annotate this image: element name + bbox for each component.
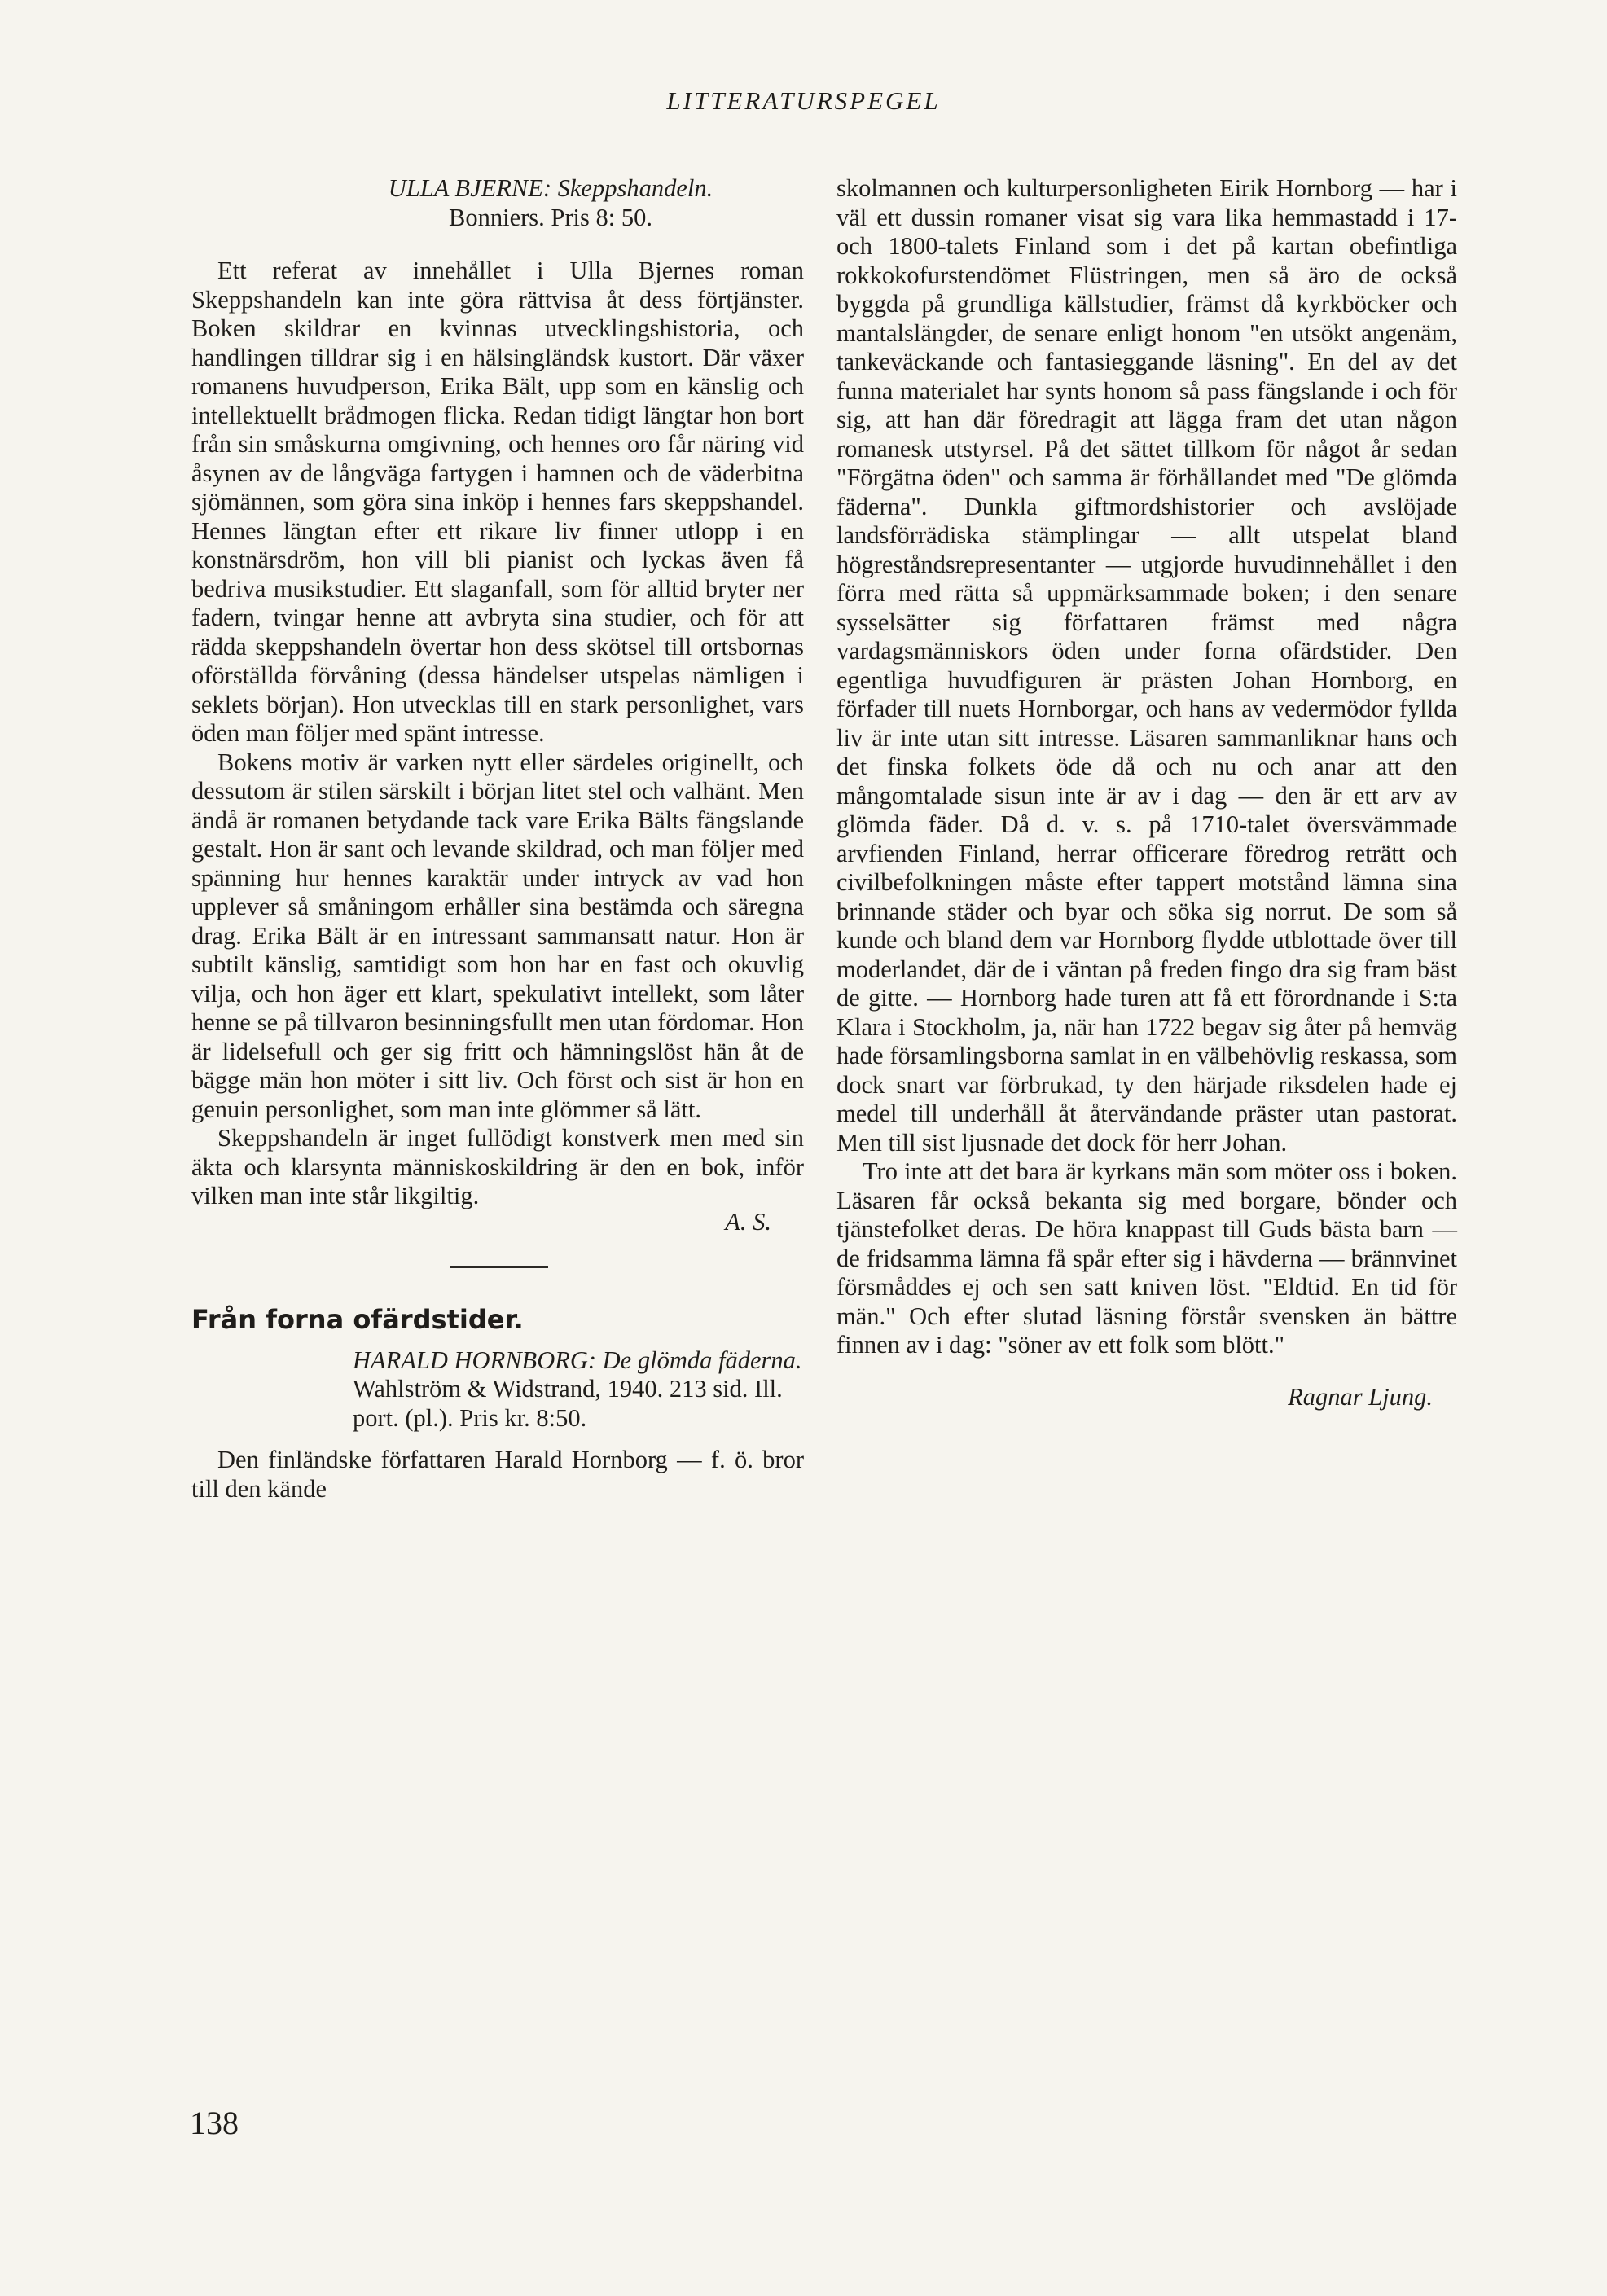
- section-title: Från forna ofärdstider.: [191, 1304, 524, 1335]
- review-2-heading: [353, 1346, 804, 1433]
- review-1-publisher: Bonniers. Pris 8: 50.: [449, 203, 652, 231]
- page-number: 138: [190, 2105, 239, 2141]
- review-1-paragraph: Ett referat av innehållet i Ulla Bjernes roman Skeppshandeln kan inte göra rättvisa åt dess förtjänster. Boken skildrar en kvinnas utvecklingshistoria, och handlingen tilldrar sig i en hälsingländsk kustort. Där växer romanens huvudperson, Erika Bält, upp som en känslig och intellektuellt brådmogen flicka. Redan tidigt längtar hon bort från sin småskurna omgivning, och hennes oro får näring vid åsynen av de långväga fartygen i hamnen och de väderbitna sjömännen, som göra sina inköp i hennes fars skeppshandel. Hennes längtan efter ett rikare liv finner utlopp i en konstnärsdröm, hon vill bli pianist och lyckas även få bedriva musikstudier. Ett slaganfall, som för alltid bryter ner fadern, tvingar henne att avbryta sina studier, och för att rädda skeppshandeln övertar hon dess skötsel till ortsbornas oförställda förvåning (dessa händelser utspelas nämligen i seklets början). Hon utvecklas till en stark personlighet, vars öden man följer med spänt intresse.: [191, 257, 804, 747]
- review-1-author-title: ULLA BJERNE: Skeppshandeln.: [388, 174, 713, 202]
- running-title: LITTERATURSPEGEL: [666, 86, 941, 115]
- section-divider: [450, 1266, 548, 1268]
- review-2-publisher-info: Wahlström & Widstrand, 1940. 213 sid. Ill. port. (pl.). Pris kr. 8:50.: [353, 1375, 783, 1432]
- left-column: [191, 174, 804, 1504]
- review-1-paragraph: Bokens motiv är varken nytt eller särdeles originellt, och dessutom är stilen särskilt i början litet stel och valhänt. Men ändå är romanen betydande tack vare Erika Bälts fängslande gestalt. Hon är sant och levande skildrad, och man följer med spänning hur hennes karaktär under intryck av vad hon upplever så småningom erhåller sina bestämda och säregna drag. Erika Bält är en intressant sammansatt natur. Hon är subtilt känslig, samtidigt som hon har en fast och okuvlig vilja, och hon äger ett klart, spekulativt intellekt, som låter henne se på tillvaron besinningsfullt men utan fördomar. Hon är lidelsefull och ger sig fritt och hämningslöst hän åt de bägge män hon möter i sitt liv. Och först och sist är hon en genuin personlighet, som man inte glömmer så lätt.: [191, 748, 804, 1123]
- right-column: [836, 174, 1457, 1411]
- review-2-paragraph: Den finländske författaren Harald Hornborg — f. ö. bror till den kände: [191, 1446, 804, 1503]
- review-2-author: HARALD HORNBORG:: [353, 1346, 597, 1374]
- review-2-paragraph: Tro inte att det bara är kyrkans män som möter oss i boken. Läsaren får också bekanta sig med borgare, bönder och tjänstefolket deras. De höra knappast till Guds bästa barn — de fridsamma lämna få spår efter sig i hävderna — brännvinet försmåddes ej och sen satt kniven löst. "Eldtid. En tid för män." Och efter slutad läsning förstår svensken än bättre finnen av i dag: "söner av ett folk som blött.": [836, 1157, 1457, 1359]
- review-2-book-title: De glömda fäderna.: [602, 1346, 802, 1374]
- review-1-signature: A. S.: [725, 1207, 771, 1236]
- review-1-paragraph: Skeppshandeln är inget fullödigt konstverk men med sin äkta och klarsynta människoskildring är den en bok, inför vilken man inte står likgiltig.: [191, 1124, 804, 1209]
- review-1-heading: [297, 174, 804, 232]
- review-2-signature: Ragnar Ljung.: [1288, 1382, 1433, 1411]
- review-2-paragraph: skolmannen och kulturpersonligheten Eirik Hornborg — har i väl ett dussin romaner visat sig vara lika hemmastadd i 17- och 1800-talets Finland som i det på kartan obefintliga rokkokofurstendömet Flüstringen, men så äro de också byggda på grundliga källstudier, främst då kyrkböcker och mantalslängder, de senare enligt honom "en utsökt angenäm, tankeväckande och fantasieggande läsning". En del av det funna materialet har synts honom så pass fängslande i och för sig, att han där föredragit att lägga fram det utan någon romanesk utstyrsel. På det sättet tillkom för något år sedan "Förgätna öden" och samma är förhållandet med "De glömda fäderna". Dunkla giftmordshistorier och avslöjade landsförrädiska stämplingar — allt utspelat bland högreståndsrepresentanter — utgjorde huvudinnehållet i den förra med rätta så uppmärksammade boken; i den senare sysselsätter sig författaren främst med några vardagsmänniskors öden under forna ofärdstider. Den egentliga huvudfiguren är prästen Johan Hornborg, en förfader till nuets Hornborgar, och hans av vedermödor fyllda liv är inte utan sitt intresse. Läsaren sammanliknar hans och det finska folkets öde då och nu och anar att den mångomtalade sisun inte är av i dag — den är ett arv av glömda fäder. Då d. v. s. på 1710-talet översvämmade arvfienden Finland, herrar officerare föredrog reträtt och civilbefolkningen måste efter tappert motstånd lämna sina brinnande städer och byar och söka sig norrut. De som så kunde och bland dem var Hornborg flydde utblottade över till moderlandet, där de i väntan på freden fingo dra sig fram bäst de gitte. — Hornborg hade turen att få ett förordnande i S:ta Klara i Stockholm, ja, när han 1722 begav sig åter på hemväg hade församlingsborna samlat in en välbehövlig reskassa, som dock snart var förbrukad, ty den härjade riksdelen hade ej medel till underhåll åt återvändande präster utan pastorat. Men till sist ljusnade det dock för herr Johan.: [836, 174, 1457, 1157]
